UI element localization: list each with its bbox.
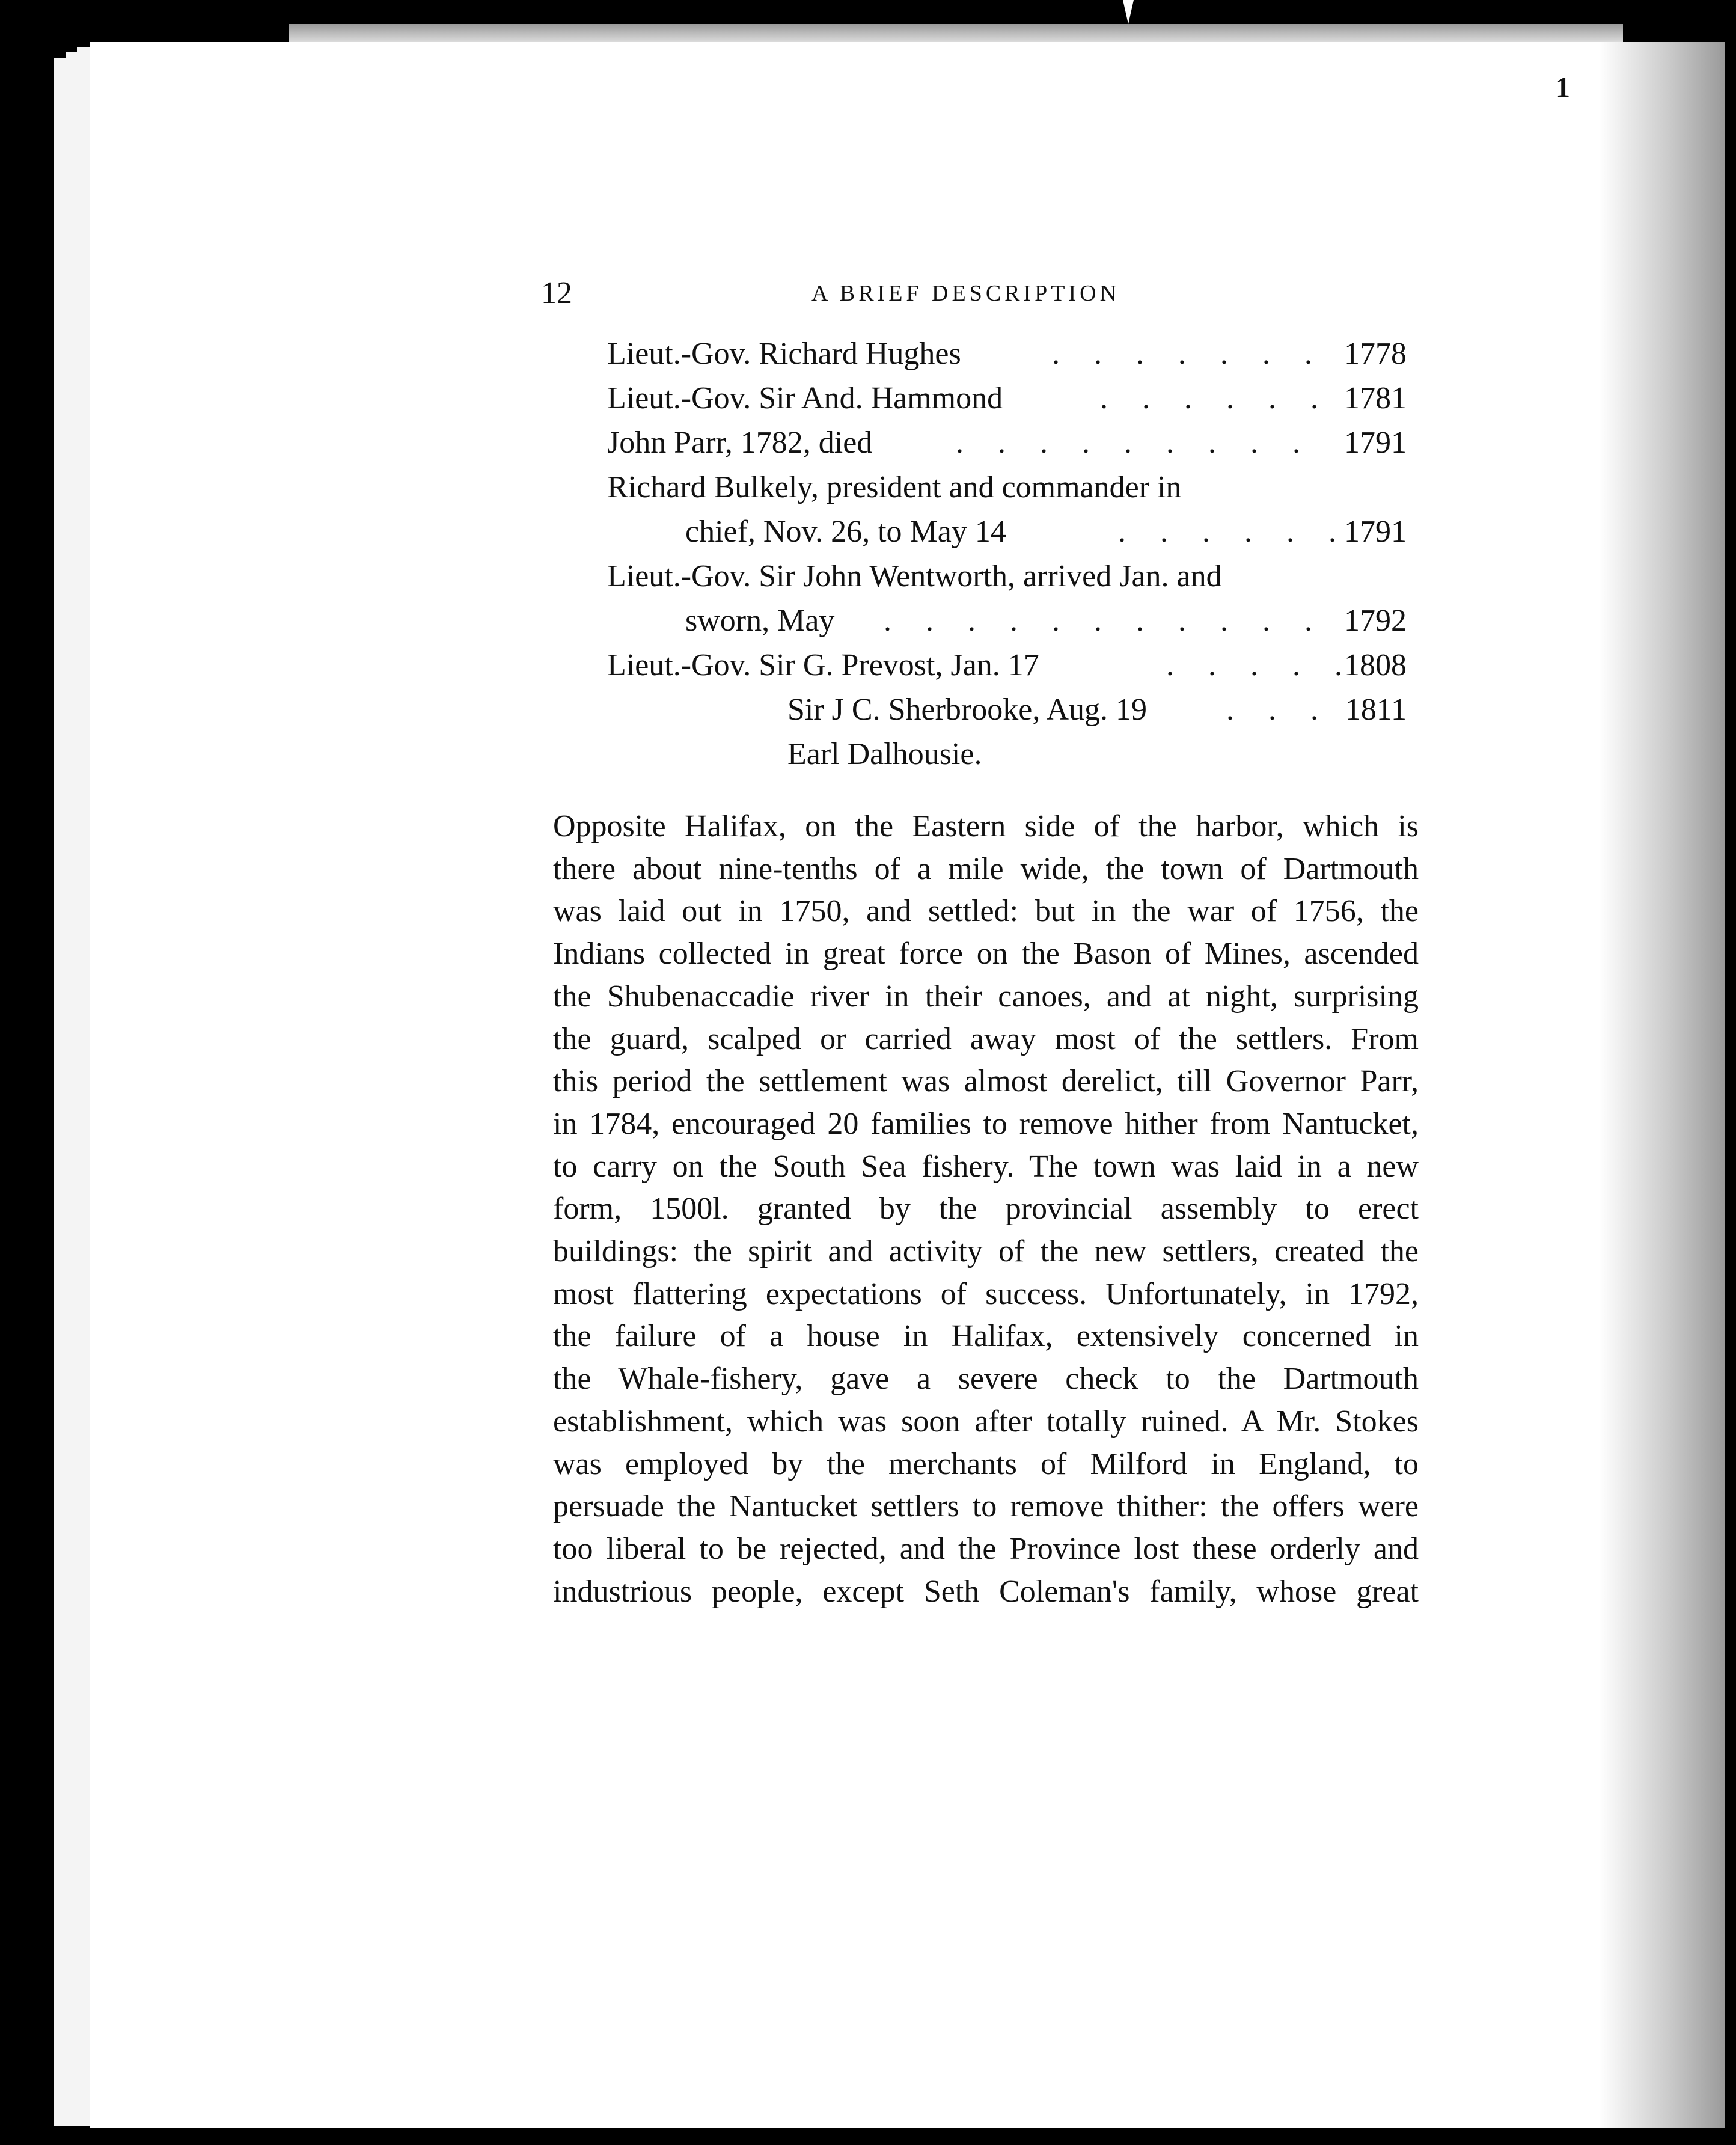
text-line: industrious people, except Seth Coleman's family, whose great	[553, 1574, 1419, 1609]
list-item	[607, 465, 1407, 510]
entry-year: 1808	[1344, 648, 1407, 682]
leader-dots: . . . . . . . . . . .	[884, 604, 1325, 638]
text-line: the Shubenaccadie river in their canoes, and at night, surprising	[553, 979, 1419, 1014]
entry-text: chief, Nov. 26, to May 14	[685, 515, 1006, 549]
list-item	[607, 599, 1407, 643]
list-item	[607, 643, 1407, 688]
text-line: buildings: the spirit and activity of the new settlers, created the	[553, 1234, 1419, 1269]
body-paragraph	[553, 806, 1419, 1613]
scan-marker	[1123, 0, 1134, 24]
text-line: the guard, scalped or carried away most of the settlers. From	[553, 1021, 1419, 1056]
text-line: Opposite Halifax, on the Eastern side of the harbor, which is	[553, 809, 1419, 843]
leader-dots: . . . . . .	[1100, 381, 1331, 415]
gutter-shadow	[1599, 42, 1725, 2128]
text-line: too liberal to be rejected, and the Province lost these orderly and	[553, 1531, 1419, 1566]
list-item	[607, 554, 1407, 599]
entry-text: Lieut.-Gov. Sir G. Prevost, Jan. 17	[607, 648, 1039, 682]
text-line: there about nine-tenths of a mile wide, the town of Dartmouth	[553, 851, 1419, 886]
text-line: this period the settlement was almost derelict, till Governor Parr,	[553, 1064, 1419, 1099]
leader-dots: . . . . . .	[1118, 515, 1349, 549]
entry-year: 1791	[1344, 515, 1407, 549]
entry-text: Lieut.-Gov. Sir And. Hammond	[607, 381, 1003, 415]
entry-year: 1792	[1344, 604, 1407, 638]
entry-text: sworn, May	[685, 604, 835, 638]
leader-dots: . . . . . . . . .	[956, 426, 1313, 460]
page-number: 12	[541, 276, 572, 310]
text-line: to carry on the South Sea fishery. The town was laid in a new	[553, 1149, 1419, 1184]
entry-text: John Parr, 1782, died	[607, 426, 873, 460]
leader-dots: . . . . .	[1166, 648, 1355, 682]
list-item	[607, 376, 1407, 421]
entry-year: 1781	[1344, 381, 1407, 415]
text-line: most flattering expectations of success. Unfortunately, in 1792,	[553, 1276, 1419, 1311]
list-item	[607, 688, 1407, 732]
entry-text: Lieut.-Gov. Sir John Wentworth, arrived Jan. and	[607, 559, 1222, 593]
text-line: form, 1500l. granted by the provincial assembly to erect	[553, 1192, 1419, 1226]
text-line: was employed by the merchants of Milford in England, to	[553, 1446, 1419, 1481]
list-item	[607, 732, 1407, 777]
entry-text: Lieut.-Gov. Richard Hughes	[607, 337, 961, 371]
text-line: establishment, which was soon after totally ruined. A Mr. Stokes	[553, 1404, 1419, 1439]
entry-year: 1791	[1344, 426, 1407, 460]
text-line: the Whale-fishery, gave a severe check to the Dartmouth	[553, 1362, 1419, 1397]
list-item	[607, 510, 1407, 554]
governor-list	[607, 332, 1407, 777]
entry-year: 1778	[1344, 337, 1407, 371]
list-item	[607, 421, 1407, 465]
corner-mark: 1	[1556, 72, 1570, 103]
text-line: the failure of a house in Halifax, extensively concerned in	[553, 1319, 1419, 1354]
text-line: was laid out in 1750, and settled: but in the war of 1756, the	[553, 894, 1419, 929]
text-line: persuade the Nantucket settlers to remove thither: the offers were	[553, 1489, 1419, 1524]
text-line: in 1784, encouraged 20 families to remove hither from Nantucket,	[553, 1106, 1419, 1141]
entry-text: Earl Dalhousie.	[787, 737, 982, 771]
leader-dots: . . . . . . .	[1052, 337, 1325, 371]
entry-text: Richard Bulkely, president and commander in	[607, 470, 1182, 504]
list-item	[607, 332, 1407, 376]
running-head: A BRIEF DESCRIPTION	[811, 281, 1120, 306]
entry-text: Sir J C. Sherbrooke, Aug. 19	[787, 693, 1147, 727]
text-line: Indians collected in great force on the Bason of Mines, ascended	[553, 937, 1419, 972]
entry-year: 1811	[1345, 693, 1407, 727]
leader-dots: . . .	[1226, 693, 1331, 727]
page-header	[541, 269, 1407, 317]
